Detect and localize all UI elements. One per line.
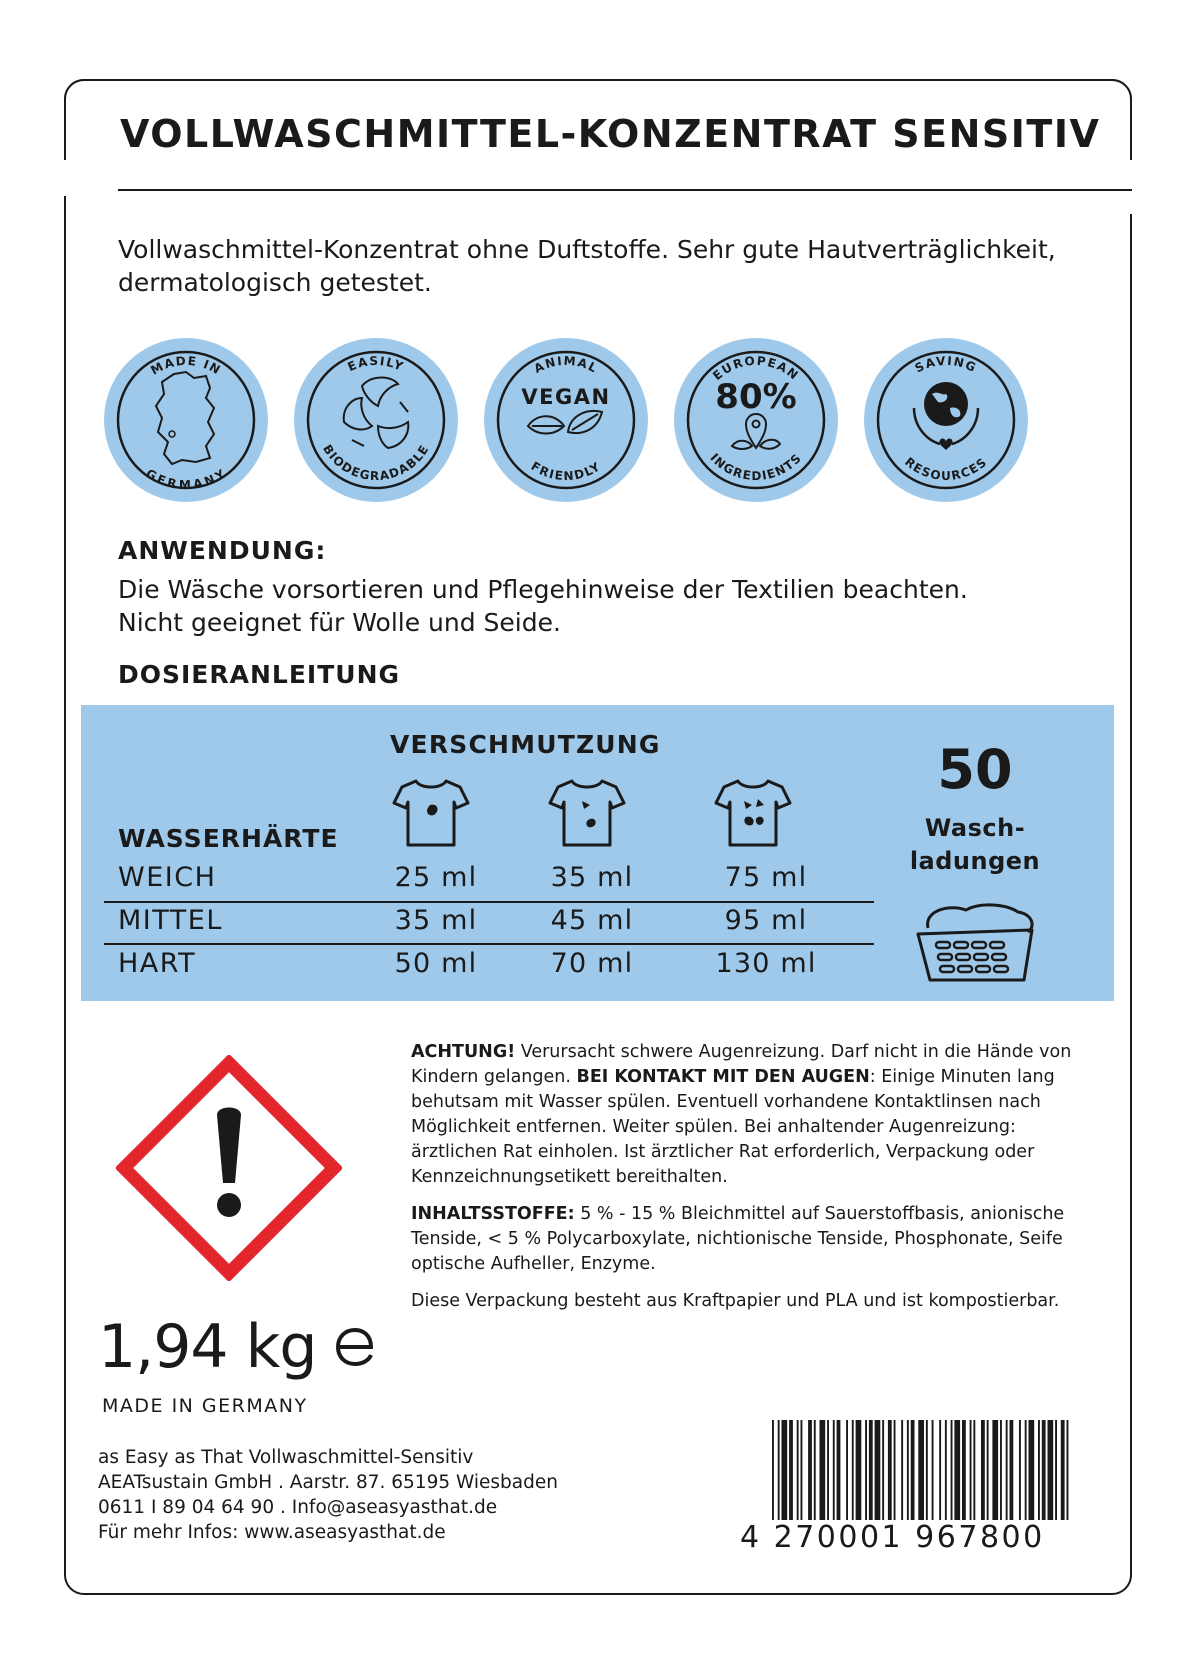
badge-saving-resources — [862, 336, 1030, 504]
wash-loads-label — [880, 812, 1070, 878]
badge-bottom-text: FRIENDLY — [528, 458, 604, 484]
product-description — [118, 233, 1108, 299]
address-line: as Easy as That Vollwaschmittel-Sensitiv — [98, 1447, 474, 1468]
address-line: 0611 I 89 04 64 90 . Info@aseasyasthat.de — [98, 1497, 498, 1518]
usage-line-1: Die Wäsche vorsortieren und Pflegehinweise der Textilien beachten. — [118, 575, 968, 604]
badge-biodegradable — [292, 336, 460, 504]
barcode-number: 4 270001 967800 — [740, 1520, 1045, 1555]
wash-loads-number: 50 — [937, 738, 1013, 801]
shirt-heavy-soil-icon — [714, 775, 792, 851]
net-weight-value: 1,94 kg — [98, 1312, 317, 1382]
row-divider — [104, 901, 874, 903]
dose-cell: 75 ml — [724, 862, 808, 893]
certification-badges — [102, 336, 1082, 504]
manufacturer-address — [98, 1445, 558, 1545]
e-mark-icon — [333, 1325, 377, 1369]
ingredients-label: INHALTSSTOFFE: — [411, 1204, 575, 1224]
badge-bottom-text: BIODEGRADABLE — [320, 442, 432, 484]
badge-bottom-text: GERMANY — [143, 466, 229, 492]
description-line-2: dermatologisch getestet. — [118, 268, 432, 297]
dose-cell: 45 ml — [550, 905, 634, 936]
laundry-basket-icon — [910, 900, 1040, 985]
hazard-statement — [411, 1040, 1101, 1190]
soil-level-heading: VERSCHMUTZUNG — [390, 730, 661, 759]
title-box-cutout — [62, 160, 122, 196]
achtung-label: ACHTUNG! — [411, 1042, 516, 1062]
address-line: Für mehr Infos: www.aseasyasthat.de — [98, 1522, 446, 1543]
safety-information — [411, 1040, 1101, 1326]
dose-cell: 35 ml — [394, 905, 478, 936]
eye-contact-text: : Einige Minuten lang behutsam mit Wasser spülen. Eventuell vorhandene Kontaktlinsen nach Möglichkeit entfernen. Weiter spülen. Bei anhaltender Augenreizung: ärztlichen Rat einholen. Ist ärztlicher Rat erforderlich, Verpackung oder Kennzeichnungsetikett bereithalten. — [411, 1067, 1055, 1187]
shirt-light-soil-icon — [392, 775, 470, 851]
dosing-heading: DOSIERANLEITUNG — [118, 660, 401, 689]
usage-line-2: Nicht geeignet für Wolle und Seide. — [118, 608, 561, 637]
ingredients-text: 5 % - 15 % Bleichmittel auf Sauerstoffbasis, anionische Tenside, < 5 % Polycarboxylate, nichtionische Tenside, Phosphonate, Seife optische Aufheller, Enzyme. — [411, 1204, 1065, 1274]
badge-top-text: MADE IN — [148, 353, 224, 378]
badge-center-text: VEGAN — [521, 385, 611, 409]
ingredients-statement — [411, 1202, 1101, 1277]
ghs-exclamation-hazard-icon — [116, 1055, 342, 1281]
badge-bottom-text: RESOURCES — [902, 454, 990, 484]
barcode-icon — [772, 1420, 1072, 1528]
title-box-cutout-right — [1100, 160, 1140, 216]
badge-made-in-germany — [102, 336, 270, 504]
dose-cell: 70 ml — [550, 948, 634, 979]
water-hardness-heading: WASSERHÄRTE — [118, 824, 339, 853]
address-line: AEATsustain GmbH . Aarstr. 87. 65195 Wiesbaden — [98, 1472, 558, 1493]
badge-vegan — [482, 336, 650, 504]
dose-cell: 130 ml — [715, 948, 817, 979]
wash-loads-line-2: ladungen — [909, 847, 1041, 875]
dose-cell: 95 ml — [724, 905, 808, 936]
badge-bottom-text: INGREDIENTS — [707, 450, 805, 484]
dose-cell: 50 ml — [394, 948, 478, 979]
title-underline — [118, 189, 1132, 191]
badge-top-text: SAVING — [912, 353, 980, 376]
dose-cell: 35 ml — [550, 862, 634, 893]
row-label-hart: HART — [118, 948, 197, 979]
eye-contact-label: BEI KONTAKT MIT DEN AUGEN — [576, 1067, 870, 1087]
badge-top-text: ANIMAL — [531, 353, 601, 376]
description-line-1: Vollwaschmittel-Konzentrat ohne Duftstoffe. Sehr gute Hautverträglichkeit, — [118, 235, 1056, 264]
made-in-germany-text: MADE IN GERMANY — [102, 1395, 308, 1417]
usage-heading: ANWENDUNG: — [118, 536, 327, 565]
page-title: VOLLWASCHMITTEL-KONZENTRAT SENSITIV — [120, 112, 1101, 156]
row-label-weich: WEICH — [118, 862, 217, 893]
achtung-text: Verursacht schwere Augenreizung. Darf nicht in die Hände von Kindern gelangen. — [411, 1042, 1072, 1087]
wash-loads-line-1: Wasch- — [924, 814, 1026, 842]
row-divider — [104, 943, 874, 945]
usage-text — [118, 573, 1118, 639]
badge-center-text: 80% — [715, 377, 797, 417]
net-weight — [98, 1312, 377, 1382]
row-label-mittel: MITTEL — [118, 905, 223, 936]
badge-top-text: EASILY — [345, 353, 407, 375]
dose-cell: 25 ml — [394, 862, 478, 893]
badge-european-ingredients — [672, 336, 840, 504]
label-right-rule — [1130, 214, 1132, 1574]
packaging-statement: Diese Verpackung besteht aus Kraftpapier und PLA und ist kompostierbar. — [411, 1291, 1060, 1311]
badge-top-text: EUROPEAN — [710, 353, 802, 384]
shirt-medium-soil-icon — [548, 775, 626, 851]
